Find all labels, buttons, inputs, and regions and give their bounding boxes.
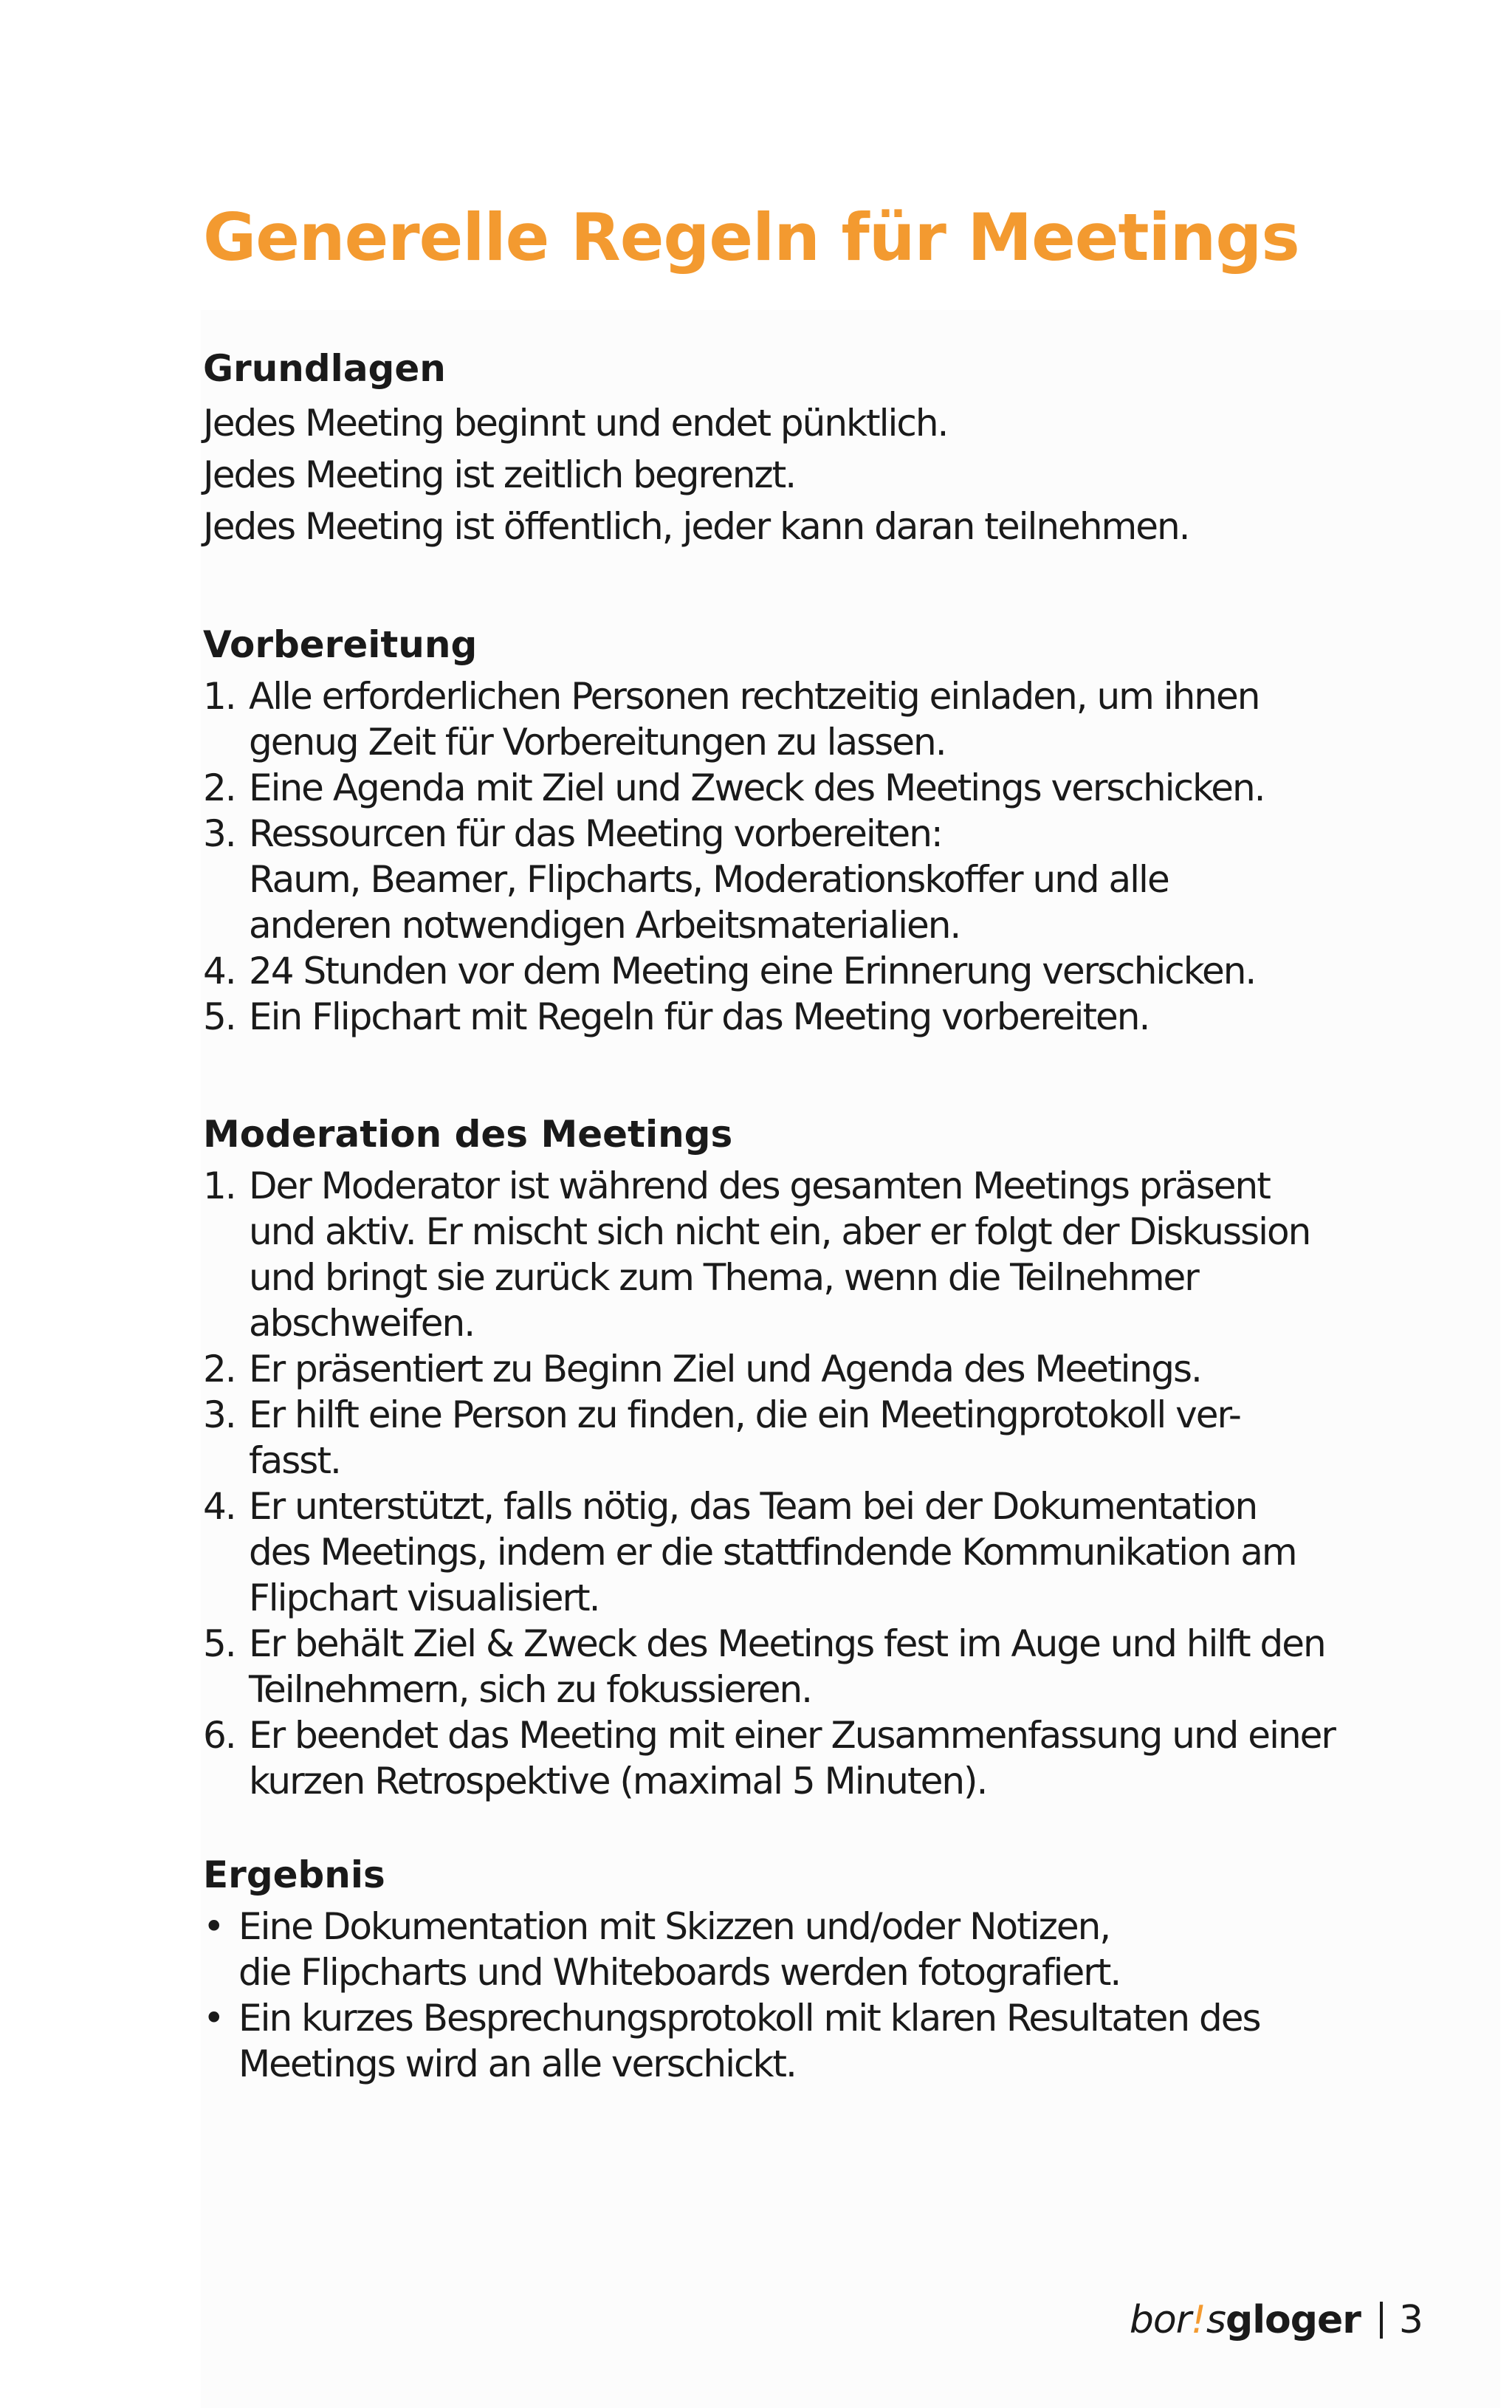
item-number: 1. [203,675,236,718]
list-item [203,1483,1355,1621]
bullet-icon: • [203,1997,224,2040]
paragraph-line: Jedes Meeting ist öffentlich, jeder kann daran teilnehmen. [203,505,1189,548]
item-line: Alle erforderlichen Personen rechtzeitig einladen, um ihnen [249,675,1260,718]
item-line: Ein Flipchart mit Regeln für das Meeting vorbereiten. [249,995,1150,1038]
item-line: Eine Agenda mit Ziel und Zweck des Meetings verschicken. [249,766,1265,809]
grundlagen-text [203,397,1355,552]
item-line: abschweifen. [249,1302,475,1345]
item-line: kurzen Retrospektive (maximal 5 Minuten). [249,1760,987,1802]
item-line: und aktiv. Er mischt sich nicht ein, aber er folgt der Diskussion [249,1210,1310,1253]
item-number: 3. [203,812,236,855]
item-line: des Meetings, indem er die stattfindende Kommunikation am [249,1531,1296,1574]
item-number: 2. [203,766,236,809]
section-heading: Grundlagen [203,347,446,390]
item-number: 3. [203,1393,236,1436]
list-item [203,1392,1355,1483]
section-vorbereitung [203,622,1355,1040]
item-number: 4. [203,950,236,992]
item-line: Er behält Ziel & Zweck des Meetings fest im Auge und hilft den [249,1622,1325,1665]
list-item [203,1995,1355,2087]
list-item [203,1712,1355,1804]
item-line: Ressourcen für das Meeting vorbereiten: [249,812,942,855]
item-line: Er beendet das Meeting mit einer Zusammenfassung und einer [249,1714,1335,1757]
moderation-list [203,1163,1355,1804]
page-number: 3 [1398,2298,1423,2342]
item-line: und bringt sie zurück zum Thema, wenn die Teilnehmer [249,1256,1198,1299]
item-number: 5. [203,1622,236,1665]
list-item [203,994,1355,1040]
item-line: Er präsentiert zu Beginn Ziel und Agenda des Meetings. [249,1348,1201,1390]
section-ergebnis [203,1852,1355,2087]
section-grundlagen [203,346,1355,552]
footer-divider [1380,2302,1383,2339]
item-line: Ein kurzes Besprechungsprotokoll mit klaren Resultaten des [238,1997,1260,2040]
list-item [203,673,1355,765]
item-line: anderen notwendigen Arbeitsmaterialien. [249,904,961,947]
item-line: Er hilft eine Person zu finden, die ein Meetingprotokoll ver- [249,1393,1240,1436]
item-number: 1. [203,1164,236,1207]
list-item [203,765,1355,811]
brand-logo: bor!sgloger [1129,2298,1361,2342]
item-line: Raum, Beamer, Flipcharts, Moderationskoffer und alle [249,858,1169,901]
list-item [203,1163,1355,1346]
paragraph-line: Jedes Meeting beginnt und endet pünktlich. [203,402,948,445]
vorbereitung-list [203,673,1355,1040]
item-number: 4. [203,1485,236,1528]
item-line: Der Moderator ist während des gesamten Meetings präsent [249,1164,1270,1207]
item-line: fasst. [249,1439,340,1482]
item-number: 5. [203,995,236,1038]
paragraph-line: Jedes Meeting ist zeitlich begrenzt. [203,453,796,496]
item-line: genug Zeit für Vorbereitungen zu lassen. [249,721,946,764]
section-heading: Moderation des Meetings [203,1113,733,1156]
page-footer [1130,2298,1423,2342]
item-line: Teilnehmern, sich zu fokussieren. [249,1668,812,1711]
item-number: 6. [203,1714,236,1757]
item-line: 24 Stunden vor dem Meeting eine Erinnerung verschicken. [249,950,1256,992]
item-number: 2. [203,1348,236,1390]
item-line: Eine Dokumentation mit Skizzen und/oder Notizen, [238,1905,1110,1948]
bullet-icon: • [203,1905,224,1948]
list-item [203,948,1355,994]
page-title: Generelle Regeln für Meetings [203,199,1299,275]
list-item [203,811,1355,948]
item-line: Flipchart visualisiert. [249,1577,599,1619]
ergebnis-list [203,1904,1355,2087]
item-line: die Flipcharts und Whiteboards werden fotografiert. [238,1951,1121,1994]
section-moderation [203,1111,1355,1804]
item-line: Meetings wird an alle verschickt. [238,2042,796,2085]
item-line: Er unterstützt, falls nötig, das Team bei der Dokumentation [249,1485,1257,1528]
section-heading: Vorbereitung [203,623,478,666]
list-item [203,1621,1355,1712]
list-item [203,1904,1355,1995]
list-item [203,1346,1355,1392]
section-heading: Ergebnis [203,1853,385,1896]
